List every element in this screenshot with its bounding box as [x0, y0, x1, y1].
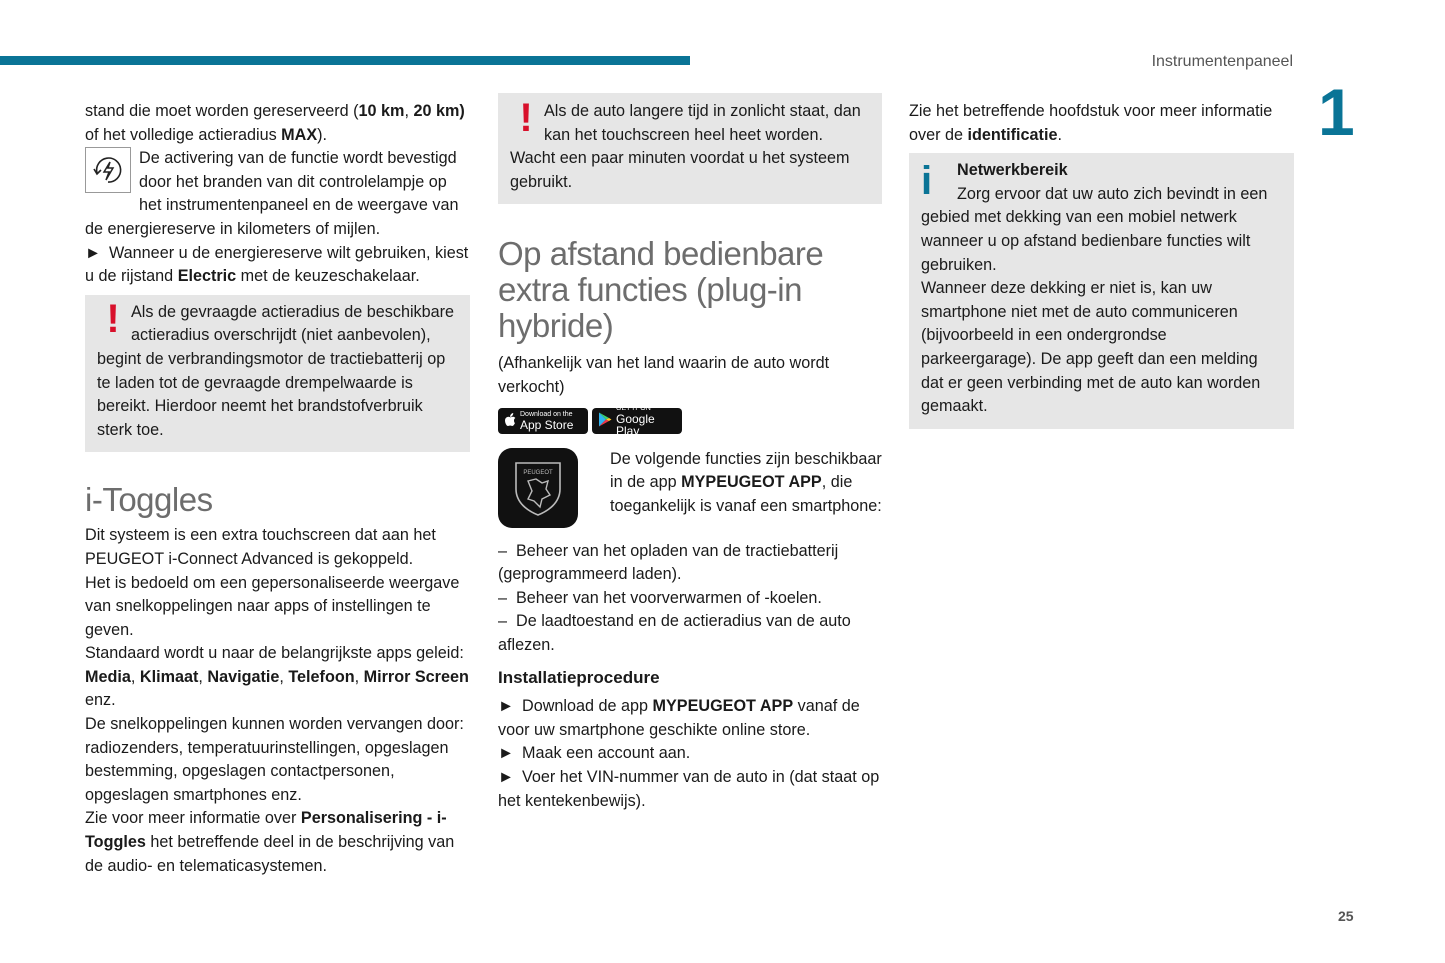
- i-toggles-p1: Dit systeem is een extra touchscreen dat aan het PEUGEOT i-Connect Advanced is gekoppeld.: [85, 526, 436, 568]
- chapter-number: 1: [1318, 75, 1355, 149]
- column-right: [909, 100, 1294, 429]
- list-item: – Beheer van het voorverwarmen of -koelen.: [498, 588, 822, 607]
- warning-box-touchscreen: [498, 93, 882, 204]
- electric-mode-bullet: ► Wanneer u de energiereserve wilt gebruiken, kiest u de rijstand Electric met de keuzeschakelaar.: [85, 243, 469, 286]
- i-toggles-p3: Standaard wordt u naar de belangrijkste apps geleid: Media, Klimaat, Navigatie, Telefoon, Mirror Screen enz.: [85, 644, 469, 710]
- feature-list: [498, 540, 882, 658]
- warning-icon: !: [519, 96, 533, 140]
- list-item: – Beheer van het opladen van de tractiebatterij (geprogrammeerd laden).: [498, 541, 839, 584]
- i-toggles-p4: De snelkoppelingen kunnen worden vervangen door: radiozenders, temperatuurinstellingen, opgeslagen bestemming, opgeslagen contactpersonen, opgeslagen smartphones enz.: [85, 715, 464, 804]
- i-toggles-p5: Zie voor meer informatie over Personalisering - i-Toggles het betreffende deel in de beschrijving van de audio- en telematicasystemen.: [85, 809, 455, 875]
- install-step: ► Maak een account aan.: [498, 744, 691, 763]
- info-box-network: [909, 153, 1294, 429]
- app-row: [498, 448, 882, 528]
- list-item: – De laadtoestand en de actieradius van de auto aflezen.: [498, 612, 851, 654]
- apple-icon: [504, 413, 516, 429]
- install-heading: Installatieprocedure: [498, 667, 660, 687]
- column-left: [85, 100, 470, 878]
- warning-text: Als de auto langere tijd in zonlicht staat, dan kan het touchscreen heel heet worden. Wacht een paar minuten voordat u het systeem gebruikt.: [510, 102, 861, 191]
- availability-note: (Afhankelijk van het land waarin de auto wordt verkocht): [498, 354, 830, 396]
- warning-icon: !: [106, 296, 120, 341]
- info-text-2: Wanneer deze dekking er niet is, kan uw smartphone niet met de auto communiceren (bijvoorbeeld in een ondergrondse parkeergarage). De app geeft dan een melding dat er geen verbinding met de auto kan worden gemaakt.: [921, 279, 1261, 416]
- i-toggles-heading: i-Toggles: [85, 481, 213, 519]
- mypeugeot-app-icon: [498, 448, 578, 528]
- page-number: 25: [1338, 908, 1354, 924]
- section-title: Instrumentenpaneel: [1151, 53, 1293, 70]
- install-step: ► Download de app MYPEUGEOT APP vanaf de voor uw smartphone geschikte online store.: [498, 697, 860, 739]
- info-text-1: Zorg ervoor dat uw auto zich bevindt in een gebied met dekking van een mobiel netwerk wanneer u op afstand bedienbare functies wilt gebruiken.: [921, 184, 1268, 274]
- info-icon: i: [921, 159, 933, 204]
- app-intro: De volgende functies zijn beschikbaar in de app MYPEUGEOT APP, die toegankelijk is vanaf een smartphone:: [610, 449, 882, 515]
- warning-box-fuel: [85, 295, 470, 453]
- store-badges: [498, 404, 882, 438]
- remote-functions-heading: Op afstand bedienbare extra functies (plug-in hybride): [498, 235, 824, 345]
- column-middle: [498, 93, 882, 813]
- energy-reserve-warning-lamp-icon: [85, 147, 131, 193]
- reserve-paragraph: stand die moet worden gereserveerd (10 km, 20 km) of het volledige actieradius MAX).: [85, 102, 465, 144]
- play-icon: [598, 412, 612, 429]
- info-title: Netwerkbereik: [957, 161, 1068, 180]
- app-store-badge[interactable]: Download on the App Store: [498, 408, 588, 434]
- google-play-badge[interactable]: GET IT ON Google Play: [592, 408, 682, 434]
- identification-paragraph: Zie het betreffende hoofdstuk voor meer informatie over de identificatie.: [909, 102, 1273, 144]
- warning-text: Als de gevraagde actieradius de beschikbare actieradius overschrijdt (niet aanbevolen), begint de verbrandingsmotor de tractiebatterij op te laden tot de gevraagde drempelwaarde is bereikt. Hierdoor neemt het brandstofverbruik sterk toe.: [97, 302, 455, 439]
- header-accent-bar: [0, 56, 690, 65]
- i-toggles-p2: Het is bedoeld om een gepersonaliseerde weergave van snelkoppelingen naar apps of instellingen te geven.: [85, 573, 460, 639]
- install-step: ► Voer het VIN-nummer van de auto in (dat staat op het kentekenbewijs).: [498, 767, 880, 810]
- activation-paragraph: De activering van de functie wordt bevestigd door het branden van dit controlelampje op het instrumentenpaneel en de weergave van de energiereserve in kilometers of mijlen.: [85, 149, 459, 238]
- app-logo-text: PEUGEOT: [523, 469, 553, 476]
